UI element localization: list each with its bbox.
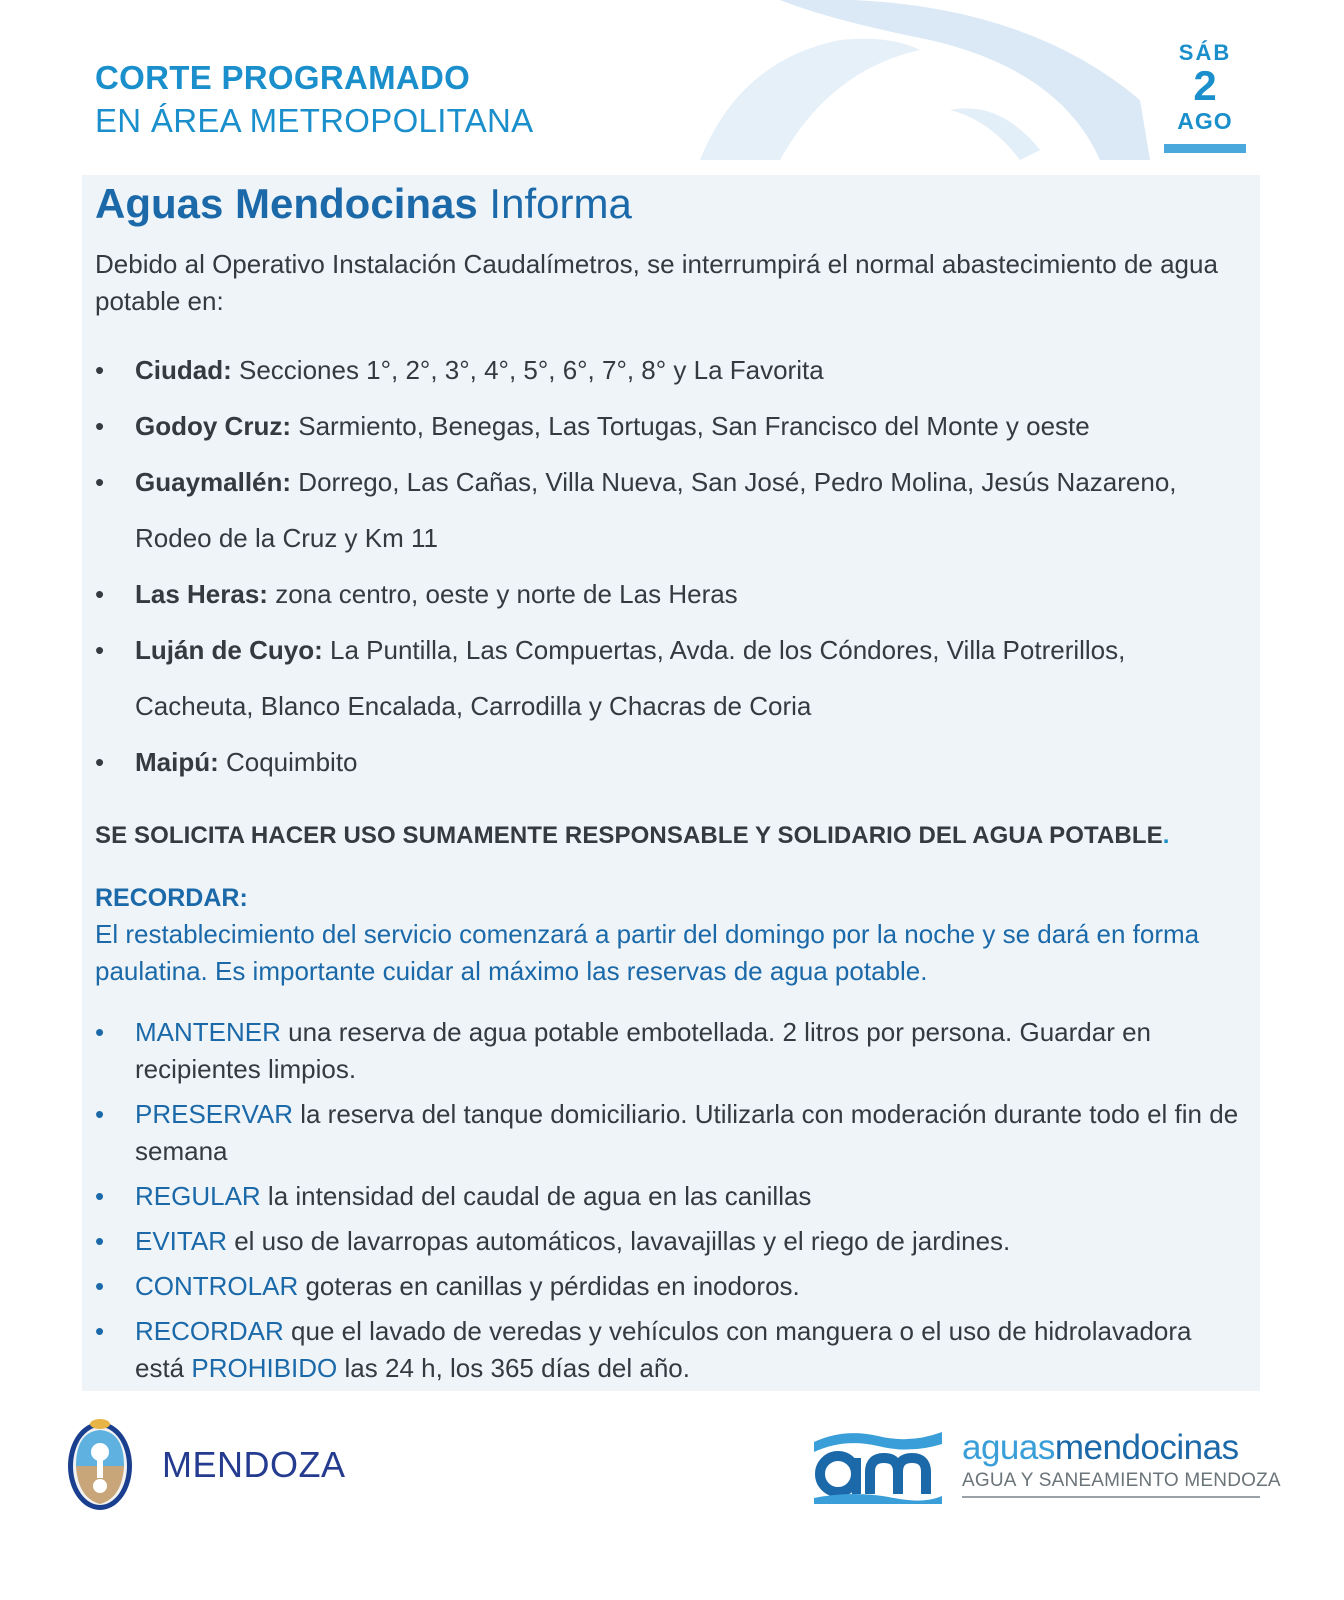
area-name: Godoy Cruz: — [135, 411, 291, 441]
tip-text: la reserva del tanque domiciliario. Utilizarla con moderación durante todo el fin de semana — [135, 1099, 1239, 1166]
list-item — [95, 398, 1245, 454]
header-title — [95, 58, 533, 144]
notice-period: . — [1162, 822, 1170, 849]
list-item — [95, 1313, 1245, 1387]
title-line-2: EN ÁREA METROPOLITANA — [95, 102, 534, 139]
area-name: Las Heras: — [135, 579, 268, 609]
area-detail: Sarmiento, Benegas, Las Tortugas, San Francisco del Monte y oeste — [291, 411, 1090, 441]
brand-part-1: aguas — [962, 1428, 1055, 1467]
date-badge — [1164, 40, 1246, 153]
brand-part-2: mendocinas — [1054, 1428, 1239, 1467]
tip-text: la intensidad del caudal de agua en las canillas — [260, 1181, 812, 1211]
notice-text: SE SOLICITA HACER USO SUMAMENTE RESPONSABLE Y SOLIDARIO DEL AGUA POTABLE — [95, 822, 1163, 849]
date-weekday: SÁB — [1178, 40, 1232, 65]
affected-areas-list — [95, 342, 1245, 790]
company-logo — [814, 1424, 1281, 1514]
content-panel — [82, 175, 1260, 1391]
province-name: MENDOZA — [162, 1444, 346, 1485]
list-item — [95, 342, 1245, 398]
page-heading — [95, 178, 1245, 230]
date-day: 2 — [1193, 62, 1217, 109]
list-item — [95, 1014, 1245, 1088]
area-detail: Dorrego, Las Cañas, Villa Nueva, San José, Pedro Molina, Jesús Nazareno, Rodeo de la Cruz y Km 11 — [135, 467, 1177, 553]
tip-keyword: EVITAR — [135, 1226, 227, 1256]
area-detail: Coquimbito — [218, 747, 358, 777]
tip-keyword: MANTENER — [135, 1017, 281, 1047]
tip-text: una reserva de agua potable embotellada. 2 litros por persona. Guardar en recipientes limpios. — [135, 1017, 1152, 1084]
area-name: Guaymallén: — [135, 467, 292, 497]
tagline-rule — [962, 1496, 1260, 1498]
tip-keyword: PRESERVAR — [135, 1099, 293, 1129]
list-item — [95, 1096, 1245, 1170]
tip-text: que el lavado de veredas y vehículos con manguera o el uso de hidrolavadora está — [135, 1316, 1192, 1383]
tip-keyword: RECORDAR — [135, 1316, 284, 1346]
tip-text: goteras en canillas y pérdidas en inodoros. — [298, 1271, 800, 1301]
area-detail: La Puntilla, Las Compuertas, Avda. de los Cóndores, Villa Potrerillos, Cacheuta, Blanco Encalada, Carrodilla y Chacras de Coria — [135, 635, 1126, 721]
date-month: AGO — [1177, 108, 1233, 134]
list-item — [95, 1268, 1245, 1305]
am-logo-icon — [814, 1424, 942, 1504]
area-name: Ciudad: — [135, 355, 232, 385]
list-item — [95, 566, 1245, 622]
area-name: Maipú: — [135, 747, 219, 777]
brand-tagline: AGUA Y SANEAMIENTO MENDOZA — [962, 1470, 1281, 1491]
area-name: Luján de Cuyo: — [135, 635, 323, 665]
tip-text-end: las 24 h, los 365 días del año. — [337, 1353, 690, 1383]
area-detail: zona centro, oeste y norte de Las Heras — [267, 579, 738, 609]
tips-list — [95, 1014, 1245, 1387]
tip-keyword-prohibido: PROHIBIDO — [191, 1353, 338, 1383]
list-item — [95, 622, 1245, 734]
area-detail: Secciones 1°, 2°, 3°, 4°, 5°, 6°, 7°, 8° y La Favorita — [231, 355, 824, 385]
decorative-arc-graphic — [680, 0, 1200, 175]
list-item — [95, 454, 1245, 566]
list-item — [95, 1178, 1245, 1215]
provincial-seal-icon — [66, 1416, 134, 1512]
recordar-heading: RECORDAR: — [95, 884, 248, 912]
list-item — [95, 734, 1245, 790]
intro-paragraph: Debido al Operativo Instalación Caudalímetros, se interrumpirá el normal abastecimiento de agua potable en: — [95, 249, 1218, 316]
responsible-use-notice — [95, 818, 1245, 854]
tip-keyword: CONTROLAR — [135, 1271, 299, 1301]
heading-brand: Aguas Mendocinas — [95, 180, 478, 227]
list-item — [95, 1223, 1245, 1260]
recordar-text: El restablecimiento del servicio comenzará a partir del domingo por la noche y se dará en forma paulatina. Es importante cuidar al máximo las reservas de agua potable. — [95, 919, 1200, 986]
heading-rest: Informa — [477, 180, 632, 227]
tip-text: el uso de lavarropas automáticos, lavavajillas y el riego de jardines. — [226, 1226, 1011, 1256]
brand-wordmark — [962, 1426, 1239, 1470]
tip-keyword: REGULAR — [135, 1181, 261, 1211]
date-underline — [1164, 144, 1246, 153]
title-line-1: CORTE PROGRAMADO — [95, 59, 471, 96]
